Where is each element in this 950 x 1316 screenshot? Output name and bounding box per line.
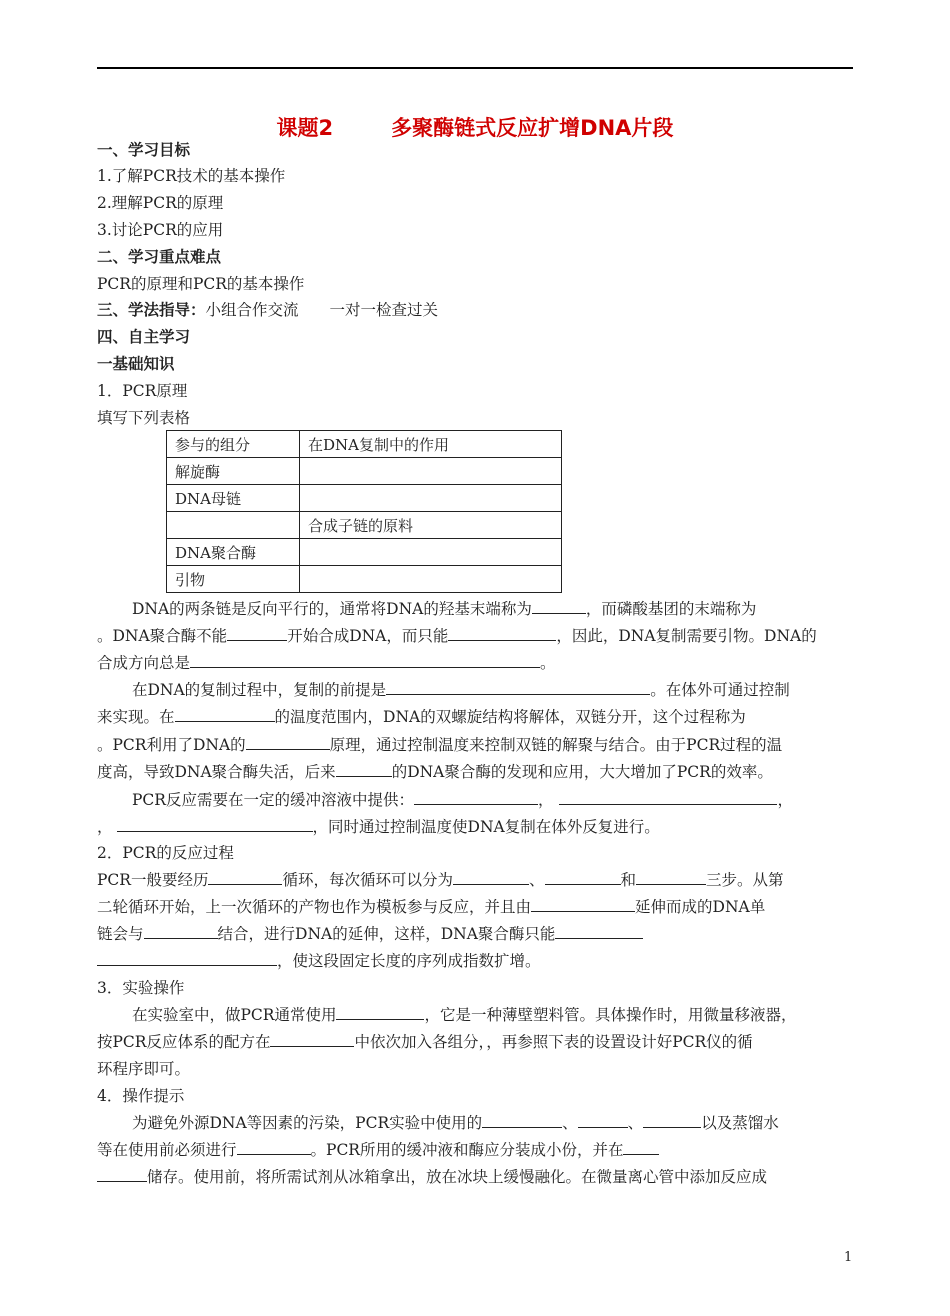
text-line xyxy=(132,1005,796,1025)
title-lesson-number: 课题2 xyxy=(276,116,334,140)
text-span: ，它是一种薄壁塑料管。具体操作时，用微量移液器， xyxy=(424,1006,797,1024)
text-span: 结合，进行DNA的延伸，这样，DNA聚合酶只能 xyxy=(217,925,556,943)
text-line xyxy=(132,1113,779,1133)
text-span: 的温度范围内，DNA的双螺旋结构将解体，双链分开，这个过程称为 xyxy=(274,708,746,726)
text-line xyxy=(97,1140,659,1160)
method-text: 小组合作交流 一对一检查过关 xyxy=(205,301,439,319)
text-line xyxy=(97,897,765,917)
key-heading: 二、学习重点难点 xyxy=(97,248,222,266)
text-span: 链会与 xyxy=(97,925,144,943)
blank[interactable] xyxy=(237,1140,311,1155)
blank[interactable] xyxy=(175,707,275,722)
text-span: ， xyxy=(537,791,554,809)
blank[interactable] xyxy=(190,653,540,668)
header-rule xyxy=(97,67,853,69)
table-header: 在DNA复制中的作用 xyxy=(300,431,562,458)
text-line xyxy=(97,707,746,727)
table-cell: 合成子链的原料 xyxy=(300,512,562,539)
text-line xyxy=(97,762,773,782)
table-row xyxy=(167,512,562,539)
text-span: 开始合成DNA，而只能 xyxy=(287,627,449,645)
text-line xyxy=(132,790,793,810)
objective-item: 3.讨论PCR的应用 xyxy=(97,221,224,239)
text-span: 的DNA聚合酶的发现和应用，大大增加了PCR的效率。 xyxy=(391,763,773,781)
blank[interactable] xyxy=(545,870,621,885)
text-span: 循环，每次循环可以分为 xyxy=(282,871,453,889)
table-cell: 解旋酶 xyxy=(167,458,300,485)
title-topic: 多聚酶链式反应扩增DNA片段 xyxy=(391,116,674,140)
text-span: 和 xyxy=(620,871,637,889)
objective-item: 2.理解PCR的原理 xyxy=(97,194,224,212)
text-span: 等在使用前必须进行 xyxy=(97,1141,237,1159)
blank[interactable] xyxy=(246,735,330,750)
blank[interactable] xyxy=(448,626,556,641)
text-span: 。DNA聚合酶不能 xyxy=(97,627,228,645)
experiment-heading: 3．实验操作 xyxy=(97,979,185,997)
components-table xyxy=(166,430,562,593)
text-span: 、 xyxy=(562,1114,578,1132)
text-span: 为避免外源DNA等因素的污染，PCR实验中使用的 xyxy=(132,1114,483,1132)
text-line: 环程序即可。 xyxy=(97,1060,191,1078)
pcr-principle-heading: 1．PCR原理 xyxy=(97,382,188,400)
text-line xyxy=(132,599,756,619)
text-line xyxy=(97,626,817,646)
text-span: 合成方向总是 xyxy=(97,654,191,672)
table-cell[interactable] xyxy=(167,512,300,539)
blank[interactable] xyxy=(97,951,277,966)
table-header: 参与的组分 xyxy=(167,431,300,458)
text-line xyxy=(97,817,660,837)
text-span: 、 xyxy=(528,871,545,889)
text-span: ，因此，DNA复制需要引物。DNA的 xyxy=(556,627,817,645)
text-span: 中依次加入各组分，，再参照下表的设置设计好PCR仪的循 xyxy=(354,1033,753,1051)
blank[interactable] xyxy=(117,817,313,832)
text-span: 二轮循环开始，上一次循环的产物也作为模板参与反应，并且由 xyxy=(97,898,532,916)
blank[interactable] xyxy=(227,626,287,641)
text-line xyxy=(97,951,541,971)
table-row xyxy=(167,539,562,566)
text-span: 以及蒸馏水 xyxy=(701,1114,779,1132)
self-study-heading: 四、自主学习 xyxy=(97,328,191,346)
text-line xyxy=(97,735,782,755)
text-span: 延伸而成的DNA单 xyxy=(635,898,766,916)
operation-tips-heading: 4．操作提示 xyxy=(97,1087,185,1105)
text-span: ， xyxy=(97,818,113,836)
text-span: 在DNA的复制过程中，复制的前提是 xyxy=(132,681,387,699)
text-span: 储存。使用前，将所需试剂从冰箱拿出，放在冰块上缓慢融化。在微量离心管中添加反应成 xyxy=(147,1168,768,1186)
text-span: 。在体外可通过控制 xyxy=(650,681,790,699)
blank[interactable] xyxy=(578,1113,628,1128)
text-span: PCR反应需要在一定的缓冲溶液中提供： xyxy=(132,791,414,809)
text-span: ，同时通过控制温度使DNA复制在体外反复进行。 xyxy=(312,818,660,836)
text-span: 来实现。在 xyxy=(97,708,175,726)
text-span: 在实验室中，做PCR通常使用 xyxy=(132,1006,337,1024)
text-line xyxy=(97,1167,767,1187)
text-line xyxy=(97,653,556,673)
page-number: 1 xyxy=(844,1250,853,1265)
text-line xyxy=(97,1032,753,1052)
text-span: 、 xyxy=(627,1114,644,1132)
text-span: DNA的两条链是反向平行的，通常将DNA的羟基末端称为 xyxy=(132,600,532,618)
method-heading: 三、学法指导： xyxy=(97,301,206,319)
blank[interactable] xyxy=(336,762,392,777)
text-span: 。PCR利用了DNA的 xyxy=(97,736,246,754)
blank[interactable] xyxy=(336,1005,424,1020)
text-line xyxy=(97,870,784,890)
blank[interactable] xyxy=(623,1140,659,1155)
table-cell: DNA聚合酶 xyxy=(167,539,300,566)
table-row xyxy=(167,458,562,485)
table-header-row xyxy=(167,431,562,458)
key-text: PCR的原理和PCR的基本操作 xyxy=(97,275,305,293)
text-span: 度高，导致DNA聚合酶失活，后来 xyxy=(97,763,336,781)
text-line xyxy=(132,680,790,700)
objectives-heading: 一、学习目标 xyxy=(97,141,191,159)
text-line xyxy=(97,924,643,944)
blank[interactable] xyxy=(414,790,538,805)
blank[interactable] xyxy=(208,870,282,885)
table-cell: DNA母链 xyxy=(167,485,300,512)
blank[interactable] xyxy=(270,1032,354,1047)
blank[interactable] xyxy=(555,924,643,939)
text-span: ，使这段固定长度的序列成指数扩增。 xyxy=(277,952,541,970)
text-span: 三步。从第 xyxy=(706,871,784,889)
objective-item: 1.了解PCR技术的基本操作 xyxy=(97,167,286,185)
table-cell[interactable] xyxy=(300,539,562,566)
table-row xyxy=(167,566,562,593)
basic-knowledge-heading: 一基础知识 xyxy=(97,355,175,373)
table-cell[interactable] xyxy=(300,566,562,593)
text-span: ，而磷酸基团的末端称为 xyxy=(585,600,757,618)
text-span: PCR一般要经历 xyxy=(97,871,209,889)
blank[interactable] xyxy=(531,897,635,912)
blank[interactable] xyxy=(636,870,706,885)
text-span: 。 xyxy=(540,654,556,672)
table-row xyxy=(167,485,562,512)
blank[interactable] xyxy=(97,1167,147,1182)
method-line xyxy=(97,300,438,320)
blank[interactable] xyxy=(482,1113,562,1128)
text-span: 原理，通过控制温度来控制双链的解聚与结合。由于PCR过程的温 xyxy=(329,736,783,754)
table-cell[interactable] xyxy=(300,485,562,512)
text-span: ， xyxy=(777,791,793,809)
reaction-process-heading: 2．PCR的反应过程 xyxy=(97,844,234,862)
blank[interactable] xyxy=(144,924,218,939)
page-title xyxy=(0,112,950,142)
table-cell: 引物 xyxy=(167,566,300,593)
blank[interactable] xyxy=(453,870,529,885)
blank[interactable] xyxy=(532,599,586,614)
blank[interactable] xyxy=(386,680,650,695)
table-cell[interactable] xyxy=(300,458,562,485)
blank[interactable] xyxy=(643,1113,701,1128)
text-span: 按PCR反应体系的配方在 xyxy=(97,1033,271,1051)
text-span: 。PCR所用的缓冲液和酶应分装成小份，并在 xyxy=(310,1141,624,1159)
fill-table-instruction: 填写下列表格 xyxy=(97,409,191,427)
blank[interactable] xyxy=(559,790,777,805)
